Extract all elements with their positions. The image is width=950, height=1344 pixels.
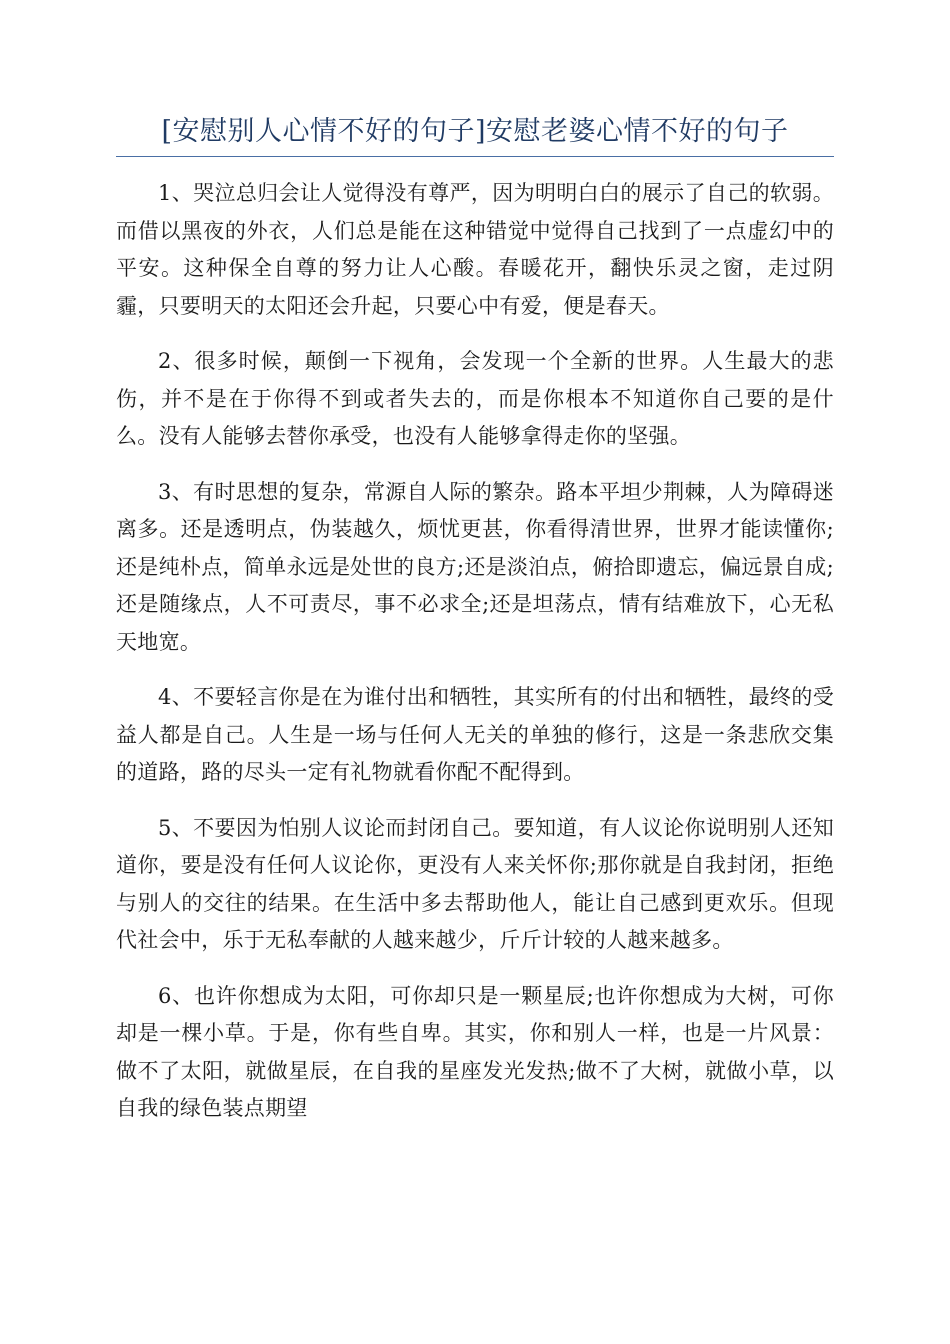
paragraph-2: 2、很多时候，颠倒一下视角，会发现一个全新的世界。人生最大的悲伤，并不是在于你得不到或者失去的，而是你根本不知道你自己要的是什么。没有人能够去替你承受，也没有人能够拿得走你的坚强。 (116, 349, 834, 448)
document-body (116, 175, 834, 1146)
paragraph-3: 3、有时思想的复杂，常源自人际的繁杂。路本平坦少荆棘，人为障碍迷离多。还是透明点，伪装越久，烦忧更甚，你看得清世界，世界才能读懂你;还是纯朴点，简单永远是处世的良方;还是淡泊点，俯拾即遗忘，偏远景自成;还是随缘点，人不可责尽，事不必求全;还是坦荡点，情有结难放下，心无私天地宽。 (116, 479, 834, 654)
title-block (116, 112, 834, 157)
paragraph-1: 1、哭泣总归会让人觉得没有尊严，因为明明白白的展示了自己的软弱。而借以黑夜的外衣，人们总是能在这种错觉中觉得自己找到了一点虚幻中的平安。这种保全自尊的努力让人心酸。春暖花开，翻快乐灵之窗，走过阴霾，只要明天的太阳还会升起，只要心中有爱，便是春天。 (116, 181, 834, 318)
paragraph-4: 4、不要轻言你是在为谁付出和牺牲，其实所有的付出和牺牲，最终的受益人都是自己。人生是一场与任何人无关的单独的修行，这是一条悲欣交集的道路，路的尽头一定有礼物就看你配不配得到。 (116, 685, 834, 784)
paragraph-6: 6、也许你想成为太阳，可你却只是一颗星辰;也许你想成为大树，可你却是一棵小草。于是，你有些自卑。其实，你和别人一样，也是一片风景：做不了太阳，就做星辰，在自我的星座发光发热;做不了大树，就做小草，以自我的绿色装点期望 (116, 983, 834, 1120)
paragraph-5: 5、不要因为怕别人议论而封闭自己。要知道，有人议论你说明别人还知道你，要是没有任何人议论你，更没有人来关怀你;那你就是自我封闭，拒绝与别人的交往的结果。在生活中多去帮助他人，能让自己感到更欢乐。但现代社会中，乐于无私奉献的人越来越少，斤斤计较的人越来越多。 (116, 815, 834, 952)
document-title: [安慰别人心情不好的句子]安慰老婆心情不好的句子 (161, 116, 789, 147)
